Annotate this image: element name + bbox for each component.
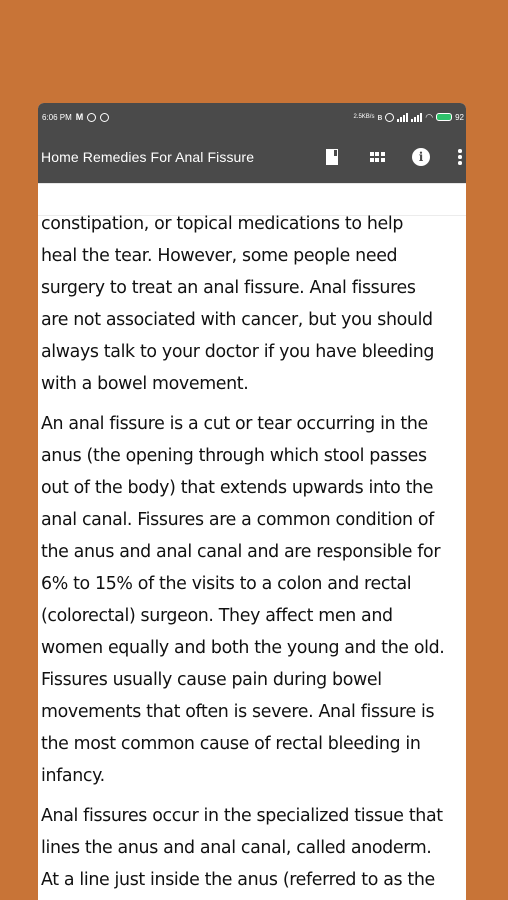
grid-icon <box>370 152 385 162</box>
text-line: infancy. <box>41 766 105 786</box>
phone-screen <box>38 103 466 900</box>
text-line: the anus and anal canal and are responsible for <box>41 542 441 562</box>
signal-icon <box>397 113 408 122</box>
paragraph <box>41 208 463 400</box>
status-time: 6:06 PM <box>42 112 72 122</box>
status-bar <box>38 103 466 131</box>
bluetooth-icon: ʙ <box>377 112 383 122</box>
text-line: constipation, or topical medications to help <box>41 214 404 234</box>
paragraph <box>41 408 463 792</box>
battery-icon <box>436 113 452 121</box>
text-line: are not associated with cancer, but you should <box>41 310 433 330</box>
status-right <box>353 103 464 131</box>
more-options-button[interactable] <box>448 145 466 169</box>
gmail-icon: M <box>75 112 84 122</box>
info-icon: i <box>412 148 430 166</box>
text-line: the most common cause of rectal bleeding in <box>41 734 421 754</box>
battery-level: 92 <box>455 112 464 122</box>
app-bar <box>38 131 466 183</box>
text-line: At a line just inside the anus (referred to as the <box>41 870 435 890</box>
info-button[interactable] <box>409 145 433 169</box>
bookmark-button[interactable] <box>320 145 344 169</box>
text-line: heal the tear. However, some people need <box>41 246 398 266</box>
more-vert-icon <box>458 149 462 165</box>
app-title: Home Remedies For Anal Fissure <box>41 149 255 165</box>
text-line: (colorectal) surgeon. They affect men and <box>41 606 393 626</box>
text-line: An anal fissure is a cut or tear occurring in the <box>41 414 428 434</box>
text-line: always talk to your doctor if you have bleeding <box>41 342 435 362</box>
text-line: movements that often is severe. Anal fissure is <box>41 702 435 722</box>
bookmark-icon <box>326 149 338 165</box>
text-line: lines the anus and anal canal, called anoderm. <box>41 838 432 858</box>
paragraph <box>41 800 463 896</box>
wifi-icon: ◠ <box>425 111 434 122</box>
text-line: anal canal. Fissures are a common condition of <box>41 510 434 530</box>
text-line: with a bowel movement. <box>41 374 249 394</box>
signal-icon <box>411 113 422 122</box>
grid-button[interactable] <box>365 145 389 169</box>
text-line: out of the body) that extends upwards into the <box>41 478 434 498</box>
text-line: women equally and both the young and the old. <box>41 638 445 658</box>
alarm-icon <box>385 113 394 122</box>
chrome-icon <box>87 113 96 122</box>
text-line: anus (the opening through which stool passes <box>41 446 427 466</box>
article-content[interactable] <box>38 183 466 900</box>
text-line: 6% to 15% of the visits to a colon and rectal <box>41 574 412 594</box>
chrome-icon <box>100 113 109 122</box>
network-speed: 2.5KB/s <box>353 114 375 120</box>
text-line: Fissures usually cause pain during bowel <box>41 670 382 690</box>
text-line: Anal fissures occur in the specialized tissue that <box>41 806 443 826</box>
text-line: surgery to treat an anal fissure. Anal fissures <box>41 278 416 298</box>
status-left <box>42 103 109 131</box>
